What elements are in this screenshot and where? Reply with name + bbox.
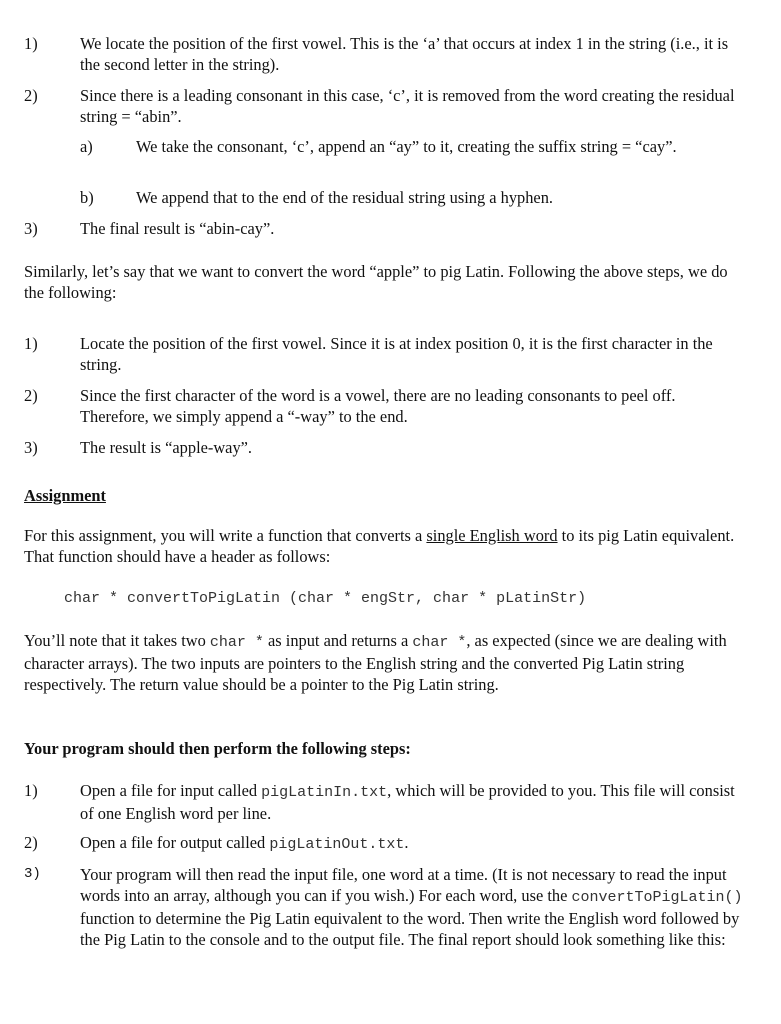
inline-code: convertToPigLatin() bbox=[571, 889, 743, 906]
text: For this assignment, you will write a function that converts a bbox=[24, 526, 427, 545]
list-text bbox=[80, 832, 744, 855]
text: to its pig Latin equivalent. That function should have a header as follows: bbox=[24, 526, 735, 566]
paragraph: Similarly, let’s say that we want to convert the word “apple” to pig Latin. Following the above steps, we do the following: bbox=[24, 262, 728, 302]
list-text: Since there is a leading consonant in this case, ‘c’, it is removed from the word creating the residual string = “abin”. bbox=[80, 86, 735, 126]
section-heading: Assignment bbox=[24, 486, 106, 505]
list-item bbox=[24, 333, 744, 375]
list-item bbox=[24, 780, 744, 824]
text: You’ll note that it takes two bbox=[24, 631, 210, 650]
sub-list-item bbox=[80, 136, 740, 157]
text: Open a file for output called bbox=[80, 833, 270, 852]
list-number: 1) bbox=[24, 781, 38, 800]
list-text bbox=[80, 780, 744, 824]
paragraph bbox=[24, 525, 744, 567]
text: , which will be provided to you. This file will consist of one English word per line. bbox=[80, 781, 735, 823]
text: Your program will then read the input file, one word at a time. (It is not necessary to read the input words into an array, although you can if you wish.) For each word, use the bbox=[80, 865, 727, 905]
list-item bbox=[24, 33, 744, 75]
list-number: 3) bbox=[24, 866, 41, 882]
list-text bbox=[80, 864, 744, 950]
inline-code: pigLatinOut.txt bbox=[269, 836, 405, 853]
inline-code: pigLatinIn.txt bbox=[261, 784, 388, 801]
list-text: The result is “apple-way”. bbox=[80, 438, 253, 457]
list-number: 3) bbox=[24, 438, 38, 457]
list-number: 2) bbox=[24, 86, 38, 105]
paragraph bbox=[24, 630, 744, 695]
inline-code: char * bbox=[412, 634, 467, 651]
section-heading: Your program should then perform the following steps: bbox=[24, 739, 411, 758]
list-item bbox=[24, 832, 744, 855]
text: as input and returns a bbox=[263, 631, 413, 650]
text: Open a file for input called bbox=[80, 781, 262, 800]
list-item bbox=[24, 85, 744, 127]
list-item bbox=[24, 437, 744, 458]
list-number: 2) bbox=[24, 833, 38, 852]
text: . bbox=[404, 833, 409, 852]
code-signature: char * convertToPigLatin (char * engStr, char * pLatinStr) bbox=[64, 590, 587, 607]
list-text: We take the consonant, ‘c’, append an “ay” to it, creating the suffix string = “cay”. bbox=[136, 137, 677, 156]
text: function to determine the Pig Latin equivalent to the word. Then write the English word followed by the Pig Latin to the console and to the output file. The final report should look something like this: bbox=[80, 909, 740, 949]
list-number: 1) bbox=[24, 334, 38, 353]
list-number: 1) bbox=[24, 34, 38, 53]
list-letter: b) bbox=[80, 188, 94, 207]
list-item bbox=[24, 218, 744, 239]
list-item bbox=[24, 385, 744, 427]
inline-code: char * bbox=[209, 634, 264, 651]
list-text: We locate the position of the first vowel. This is the ‘a’ that occurs at index 1 in the string (i.e., it is the second letter in the string). bbox=[80, 34, 729, 74]
text: , as expected (since we are dealing with character arrays). The two inputs are pointers to the English string and the converted Pig Latin string respectively. The return value should be a pointer to the Pig Latin string. bbox=[24, 631, 727, 694]
list-number: 2) bbox=[24, 386, 38, 405]
list-text: The final result is “abin-cay”. bbox=[80, 219, 275, 238]
list-number: 3) bbox=[24, 219, 38, 238]
list-text: Locate the position of the first vowel. Since it is at index position 0, it is the first character in the string. bbox=[80, 334, 713, 374]
underlined-text: single English word bbox=[426, 526, 558, 545]
list-text: We append that to the end of the residual string using a hyphen. bbox=[136, 188, 553, 207]
list-letter: a) bbox=[80, 137, 93, 156]
list-text: Since the first character of the word is a vowel, there are no leading consonants to peel off. Therefore, we simply append a “-way” to the end. bbox=[80, 386, 676, 426]
list-item bbox=[24, 864, 744, 950]
sub-list-item bbox=[80, 187, 740, 208]
